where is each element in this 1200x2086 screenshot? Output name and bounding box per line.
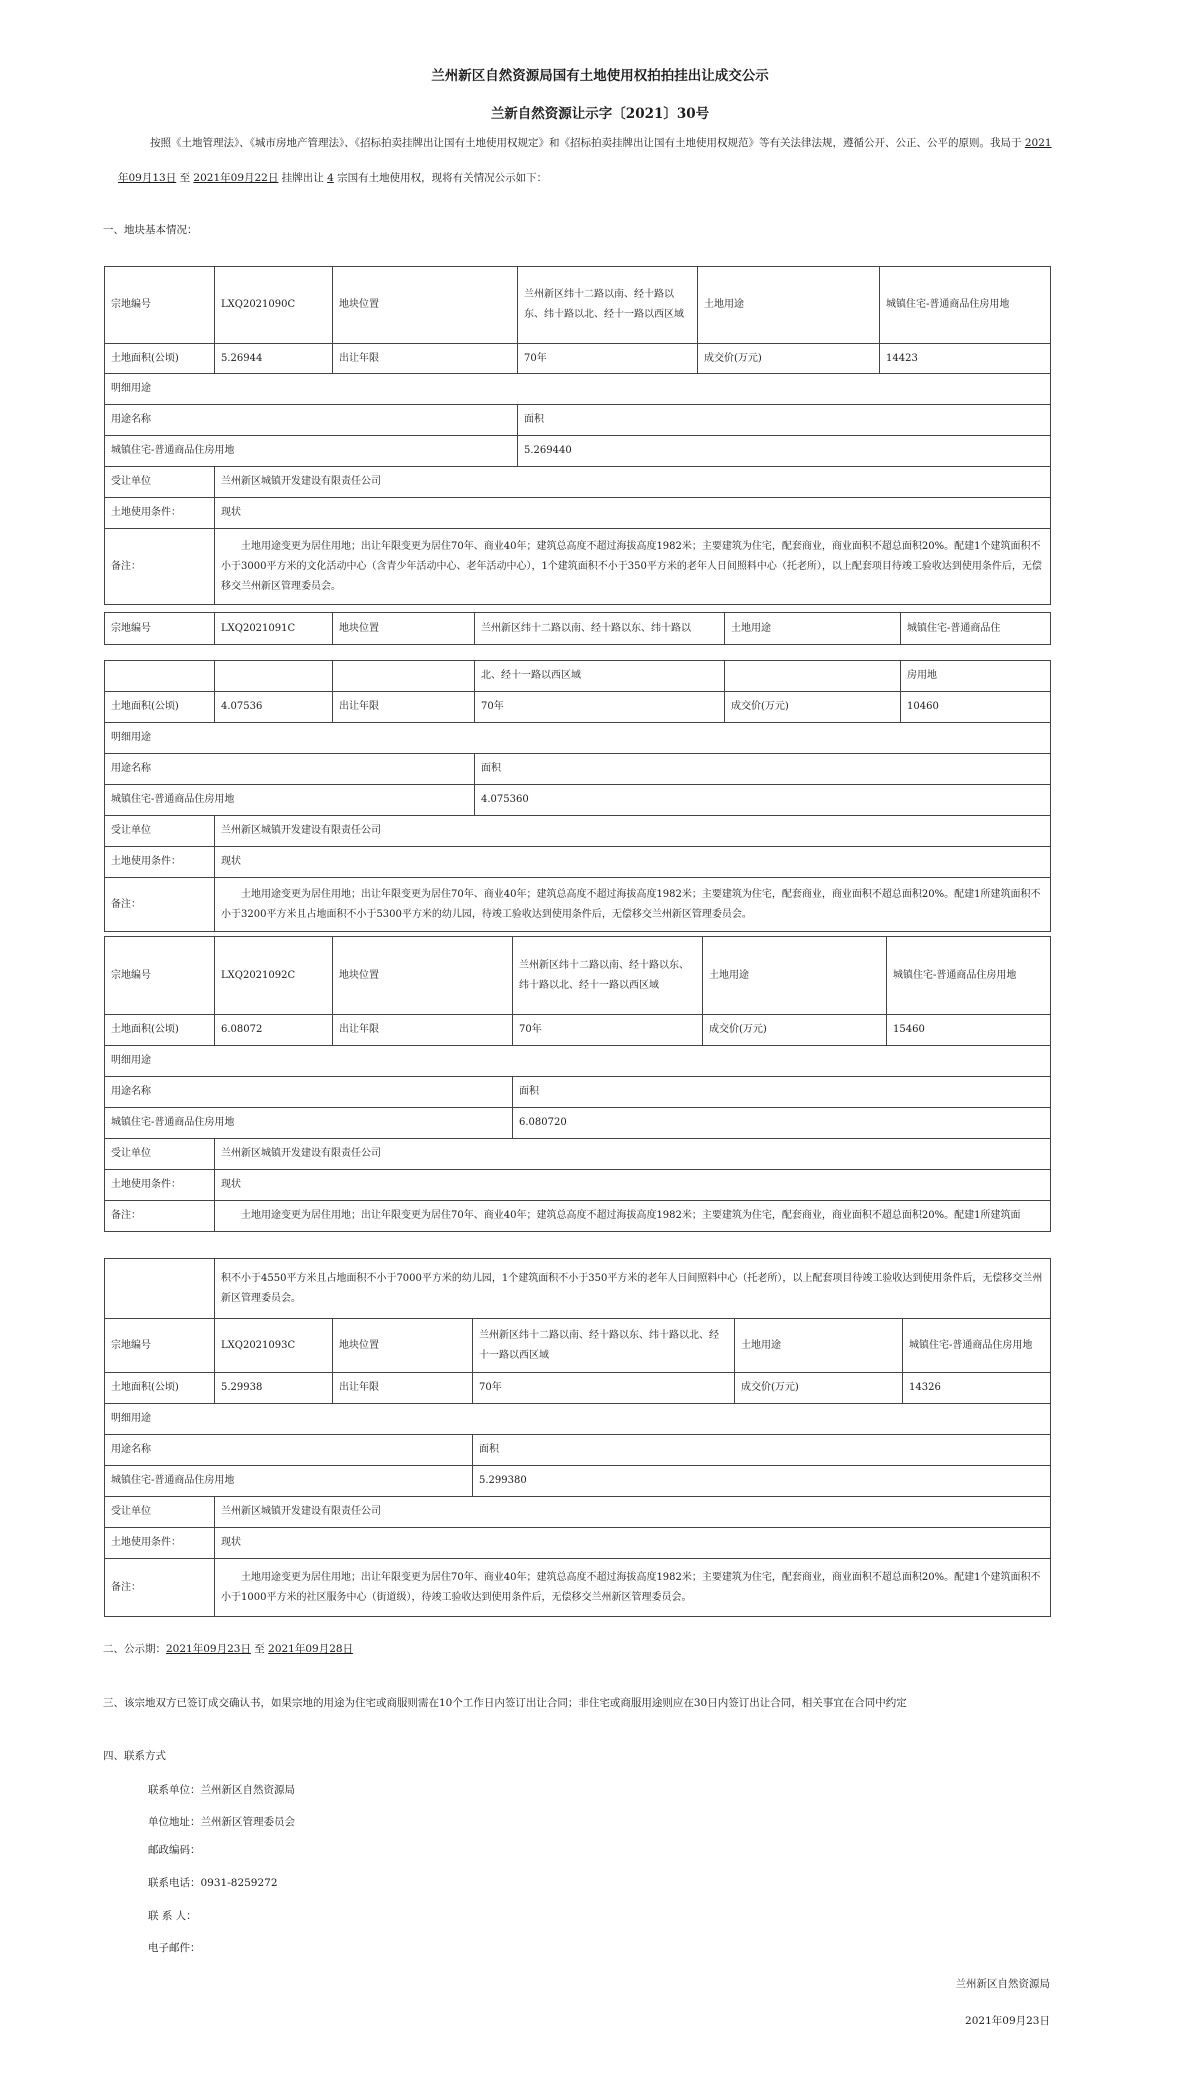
contact-person: 联 系 人： — [148, 1910, 197, 1922]
condition: 现状 — [215, 847, 1051, 878]
label-grantee: 受让单位 — [105, 1139, 215, 1170]
label-use-name: 用途名称 — [105, 405, 518, 436]
parcel-no: LXQ2021091C — [215, 613, 333, 645]
remark: 土地用途变更为居住用地；出让年限变更为居住70年、商业40年；建筑总高度不超过海拔高度1982米；主要建筑为住宅，配套商业，商业面积不超总面积20%。配建1个建筑面积不小于3000平方米的文化活动中心（含青少年活动中心、老年活动中心），1个建筑面积不小于350平方米的老年人日间照料中心（托老所），以上配套项目待竣工验收达到使用条件后，无偿移交兰州新区管理委员会。 — [215, 529, 1051, 605]
use-area: 4.075360 — [475, 785, 1051, 816]
section-2-to: 至 — [254, 1643, 265, 1655]
table-row — [105, 405, 1051, 436]
label-location: 地块位置 — [333, 267, 518, 344]
label-area: 土地面积(公顷) — [105, 1015, 215, 1046]
parcel-table-4 — [104, 1258, 1051, 1617]
table-row — [105, 816, 1051, 847]
parcel-location: 兰州新区纬十二路以南、经十路以东、纬十路以北、经十一路以西区域 — [513, 937, 703, 1015]
parcel-area: 5.29938 — [215, 1373, 333, 1404]
label-location: 地块位置 — [333, 1319, 473, 1373]
label-remark: 备注： — [105, 1201, 215, 1232]
condition: 现状 — [215, 1170, 1051, 1201]
table-row — [105, 613, 1051, 645]
parcel-term: 70年 — [475, 692, 725, 723]
use-name: 城镇住宅-普通商品住房用地 — [105, 1108, 513, 1139]
contact-postcode: 邮政编码： — [148, 1844, 201, 1856]
table-row — [105, 529, 1051, 605]
table-row — [105, 1139, 1051, 1170]
remark-continued: 积不小于4550平方米且占地面积不小于7000平方米的幼儿园，1个建筑面积不小于350平方米的老年人日间照料中心（托老所），以上配套项目待竣工验收达到使用条件后，无偿移交兰州新区管理委员会。 — [215, 1259, 1051, 1319]
contact-phone: 联系电话：0931-8259272 — [148, 1877, 278, 1889]
label-grantee: 受让单位 — [105, 816, 215, 847]
label-term: 出让年限 — [333, 692, 475, 723]
table-row — [105, 1404, 1051, 1435]
intro-text-2: 挂牌出让 — [281, 172, 324, 184]
table-row — [105, 661, 1051, 692]
label-use-area: 面积 — [475, 754, 1051, 785]
parcel-use: 城镇住宅-普通商品住房用地 — [903, 1319, 1051, 1373]
parcel-price: 10460 — [901, 692, 1051, 723]
parcel-use: 城镇住宅-普通商品住房用地 — [880, 267, 1051, 344]
remark: 土地用途变更为居住用地；出让年限变更为居住70年、商业40年；建筑总高度不超过海拔高度1982米；主要建筑为住宅，配套商业，商业面积不超总面积20%。配建1所建筑面积不小于3200平方米且占地面积不小于5300平方米的幼儿园，待竣工验收达到使用条件后，无偿移交兰州新区管理委员会。 — [215, 878, 1051, 932]
public-end-date: 2021年09月28日 — [268, 1643, 354, 1655]
label-term: 出让年限 — [333, 1373, 473, 1404]
grantee: 兰州新区城镇开发建设有限责任公司 — [215, 816, 1051, 847]
label-price: 成交价(万元) — [725, 692, 901, 723]
empty-cell — [725, 661, 901, 692]
label-price: 成交价(万元) — [735, 1373, 903, 1404]
intro-paragraph — [118, 126, 1053, 196]
label-use-name: 用途名称 — [105, 1435, 473, 1466]
parcel-table-2-head — [104, 612, 1051, 645]
table-row — [105, 1108, 1051, 1139]
parcel-location-cont: 北、经十一路以西区域 — [475, 661, 725, 692]
label-use-area: 面积 — [473, 1435, 1051, 1466]
label-use-name: 用途名称 — [105, 1077, 513, 1108]
table-row — [105, 1259, 1051, 1319]
label-area: 土地面积(公顷) — [105, 692, 215, 723]
table-row — [105, 1201, 1051, 1232]
section-2 — [103, 1641, 353, 1656]
parcel-term: 70年 — [513, 1015, 703, 1046]
listing-end-date: 2021年09月22日 — [193, 172, 279, 184]
signature-org: 兰州新区自然资源局 — [955, 1978, 1050, 1990]
label-parcel-no: 宗地编号 — [105, 613, 215, 645]
table-row — [105, 1497, 1051, 1528]
label-location: 地块位置 — [333, 613, 475, 645]
page-title: 兰州新区自然资源局国有土地使用权拍拍挂出让成交公示 — [431, 68, 769, 84]
remark: 土地用途变更为居住用地；出让年限变更为居住70年、商业40年；建筑总高度不超过海拔高度1982米；主要建筑为住宅，配套商业，商业面积不超总面积20%。配建1所建筑面 — [215, 1201, 1051, 1232]
use-area: 6.080720 — [513, 1108, 1051, 1139]
contact-email: 电子邮件： — [148, 1942, 201, 1954]
grantee: 兰州新区城镇开发建设有限责任公司 — [215, 1497, 1051, 1528]
use-area: 5.269440 — [518, 436, 1051, 467]
label-use-name: 用途名称 — [105, 754, 475, 785]
listing-start-date: 2021年09月13日 — [118, 137, 1052, 184]
remark: 土地用途变更为居住用地；出让年限变更为居住70年、商业40年；建筑总高度不超过海拔高度1982米；主要建筑为住宅，配套商业，商业面积不超总面积20%。配建1个建筑面积不小于1000平方米的社区服务中心（街道级），待竣工验收达到使用条件后，无偿移交兰州新区管理委员会。 — [215, 1559, 1051, 1617]
grantee: 兰州新区城镇开发建设有限责任公司 — [215, 467, 1051, 498]
parcel-price: 14423 — [880, 344, 1051, 374]
table-row — [105, 1170, 1051, 1201]
label-use-area: 面积 — [513, 1077, 1051, 1108]
label-remark: 备注： — [105, 1559, 215, 1617]
public-start-date: 2021年09月23日 — [166, 1643, 251, 1655]
use-name: 城镇住宅-普通商品住房用地 — [105, 785, 475, 816]
table-row — [105, 1435, 1051, 1466]
table-row — [105, 1077, 1051, 1108]
parcel-table-1 — [104, 266, 1051, 605]
use-name: 城镇住宅-普通商品住房用地 — [105, 1466, 473, 1497]
condition: 现状 — [215, 1528, 1051, 1559]
signature-date: 2021年09月23日 — [965, 2015, 1050, 2027]
table-row — [105, 1559, 1051, 1617]
grantee: 兰州新区城镇开发建设有限责任公司 — [215, 1139, 1051, 1170]
parcel-use: 城镇住宅-普通商品住 — [901, 613, 1051, 645]
use-area: 5.299380 — [473, 1466, 1051, 1497]
parcel-term: 70年 — [518, 344, 698, 374]
table-row — [105, 692, 1051, 723]
label-parcel-no: 宗地编号 — [105, 937, 215, 1015]
empty-cell — [105, 661, 215, 692]
label-grantee: 受让单位 — [105, 467, 215, 498]
table-row — [105, 1319, 1051, 1373]
table-row — [105, 878, 1051, 932]
table-row — [105, 937, 1051, 1015]
table-row — [105, 1015, 1051, 1046]
parcel-price: 14326 — [903, 1373, 1051, 1404]
label-area: 土地面积(公顷) — [105, 344, 215, 374]
parcel-no: LXQ2021090C — [215, 267, 333, 344]
intro-to: 至 — [179, 172, 191, 184]
label-remark: 备注： — [105, 878, 215, 932]
label-detail-use: 明细用途 — [105, 1404, 1051, 1435]
contact-unit: 联系单位：兰州新区自然资源局 — [148, 1784, 295, 1796]
parcel-area: 4.07536 — [215, 692, 333, 723]
table-row — [105, 723, 1051, 754]
parcel-table-2 — [104, 660, 1051, 932]
use-name: 城镇住宅-普通商品住房用地 — [105, 436, 518, 467]
parcel-count: 4 — [327, 172, 334, 184]
label-location: 地块位置 — [333, 937, 513, 1015]
table-row — [105, 785, 1051, 816]
empty-cell — [105, 1259, 215, 1319]
section-3: 三、该宗地双方已签订成交确认书，如果宗地的用途为住宅或商服则需在10个工作日内签订出让合同；非住宅或商服用途则应在30日内签订出让合同，相关事宜在合同中约定 — [103, 1697, 907, 1709]
parcel-location: 兰州新区纬十二路以南、经十路以东、纬十路以 — [475, 613, 725, 645]
section-4-title: 四、联系方式 — [103, 1750, 166, 1762]
parcel-term: 70年 — [473, 1373, 735, 1404]
table-row — [105, 374, 1051, 405]
table-row — [105, 436, 1051, 467]
parcel-no: LXQ2021093C — [215, 1319, 333, 1373]
parcel-location: 兰州新区纬十二路以南、经十路以东、纬十路以北、经十一路以西区域 — [473, 1319, 735, 1373]
label-land-use: 土地用途 — [725, 613, 901, 645]
table-row — [105, 1528, 1051, 1559]
parcel-table-3 — [104, 936, 1051, 1232]
parcel-location: 兰州新区纬十二路以南、经十路以东、纬十路以北、经十一路以西区域 — [518, 267, 698, 344]
section-1-title: 一、地块基本情况： — [103, 224, 198, 236]
parcel-use: 城镇住宅-普通商品住房用地 — [887, 937, 1051, 1015]
label-price: 成交价(万元) — [698, 344, 880, 374]
table-row — [105, 498, 1051, 529]
label-condition: 土地使用条件： — [105, 1170, 215, 1201]
label-parcel-no: 宗地编号 — [105, 267, 215, 344]
empty-cell — [215, 661, 333, 692]
label-detail-use: 明细用途 — [105, 723, 1051, 754]
parcel-area: 6.08072 — [215, 1015, 333, 1046]
label-land-use: 土地用途 — [703, 937, 887, 1015]
table-row — [105, 344, 1051, 374]
label-condition: 土地使用条件： — [105, 847, 215, 878]
contact-address: 单位地址：兰州新区管理委员会 — [148, 1816, 295, 1828]
label-detail-use: 明细用途 — [105, 1046, 1051, 1077]
table-row — [105, 1046, 1051, 1077]
parcel-no: LXQ2021092C — [215, 937, 333, 1015]
label-land-use: 土地用途 — [735, 1319, 903, 1373]
label-area: 土地面积(公顷) — [105, 1373, 215, 1404]
document-number: 兰新自然资源让示字〔2021〕30号 — [490, 106, 710, 122]
intro-text: 按照《土地管理法》、《城市房地产管理法》、《招标拍卖挂牌出让国有土地使用权规定》和《招标拍卖挂牌出让国有土地使用权规范》等有关法律法规，遵循公开、公正、公平的原则。我局于 — [150, 137, 1022, 149]
intro-text-3: 宗国有土地使用权，现将有关情况公示如下： — [337, 172, 548, 184]
label-parcel-no: 宗地编号 — [105, 1319, 215, 1373]
parcel-price: 15460 — [887, 1015, 1051, 1046]
table-row — [105, 1466, 1051, 1497]
label-condition: 土地使用条件： — [105, 1528, 215, 1559]
label-term: 出让年限 — [333, 344, 518, 374]
label-term: 出让年限 — [333, 1015, 513, 1046]
parcel-area: 5.26944 — [215, 344, 333, 374]
label-condition: 土地使用条件： — [105, 498, 215, 529]
table-row — [105, 467, 1051, 498]
label-use-area: 面积 — [518, 405, 1051, 436]
label-remark: 备注： — [105, 529, 215, 605]
table-row — [105, 1373, 1051, 1404]
parcel-use-cont: 房用地 — [901, 661, 1051, 692]
label-grantee: 受让单位 — [105, 1497, 215, 1528]
label-land-use: 土地用途 — [698, 267, 880, 344]
condition: 现状 — [215, 498, 1051, 529]
table-row — [105, 847, 1051, 878]
table-row — [105, 267, 1051, 344]
label-price: 成交价(万元) — [703, 1015, 887, 1046]
empty-cell — [333, 661, 475, 692]
section-2-label: 二、公示期： — [103, 1643, 166, 1655]
label-detail-use: 明细用途 — [105, 374, 1051, 405]
table-row — [105, 754, 1051, 785]
